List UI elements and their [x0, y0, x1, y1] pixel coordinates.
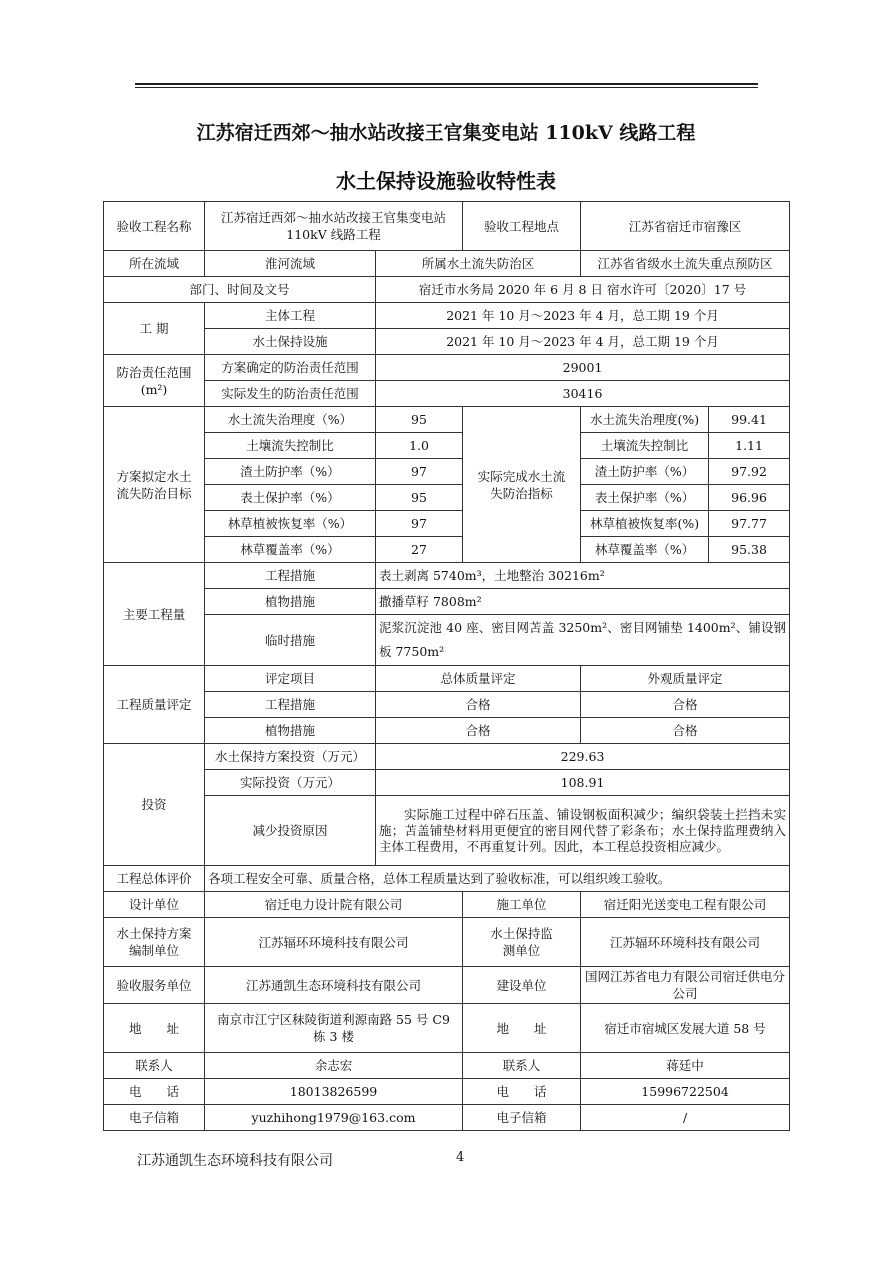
target-label: 林草植被恢复率（%）	[205, 511, 376, 537]
footer-company: 江苏通凯生态环境科技有限公司	[137, 1153, 333, 1169]
table-row	[104, 666, 790, 692]
quality-eng-label: 工程措施	[205, 692, 376, 718]
eng-measure-label: 工程措施	[205, 563, 376, 589]
table-row	[104, 1053, 790, 1079]
doc-title: 江苏宿迁西郊～抽水站改接王官集变电站 110kV 线路工程	[196, 122, 696, 144]
basin-value: 淮河流域	[205, 251, 376, 277]
target-actual-value: 99.41	[709, 407, 790, 433]
scope-unit: (m²)	[140, 381, 168, 397]
invest-reduce-value: 实际施工过程中碎石压盖、铺设钢板面积减少；编织袋装土拦挡未实施；苫盖铺垫材料用更便宜的密目网代替了彩条布；水土保持监理费纳入主体工程费用，不再重复计列。因此，本工程总投资相应减少。	[376, 796, 790, 866]
address-left-value: 南京市江宁区秣陵街道利源南路 55 号 C9 栋 3 楼	[205, 1004, 463, 1053]
target-actual-value: 1.11	[709, 433, 790, 459]
temp-measure-value: 泥浆沉淀池 40 座、密目网苫盖 3250m²、密目网铺垫 1400m²、铺设钢板 7750m²	[376, 615, 790, 666]
service-unit-label: 验收服务单位	[104, 967, 205, 1004]
quality-plant-appearance: 合格	[581, 718, 790, 744]
target-actual-item: 水土流失治理度(%)	[581, 407, 709, 433]
overall-eval-value: 各项工程安全可靠、质量合格，总体工程质量达到了验收标准，可以组织竣工验收。	[205, 866, 790, 892]
approval-label: 部门、时间及文号	[104, 277, 376, 303]
basin-label: 所在流域	[104, 251, 205, 277]
address-left-label: 地 址	[104, 1004, 205, 1053]
table-row	[104, 1004, 790, 1053]
contact-right-value: 蒋廷中	[581, 1053, 790, 1079]
table-row	[104, 381, 790, 407]
page-number: 4	[456, 1150, 465, 1165]
target-actual-value: 97.77	[709, 511, 790, 537]
acceptance-table	[103, 201, 790, 1131]
target-actual-item: 林草覆盖率（%）	[581, 537, 709, 563]
invest-plan-label: 水土保持方案投资（万元）	[205, 744, 376, 770]
plan-unit-label: 水土保持方案编制单位	[104, 918, 205, 967]
table-row	[104, 537, 790, 563]
build-unit-value: 国网江苏省电力有限公司宿迁供电分公司	[581, 967, 790, 1004]
proj-name-label: 验收工程名称	[104, 202, 205, 251]
table-row	[104, 1105, 790, 1131]
quality-label: 工程质量评定	[104, 666, 205, 744]
quantity-label: 主要工程量	[104, 563, 205, 666]
target-plan-value: 27	[376, 537, 463, 563]
invest-reduce-label: 减少投资原因	[205, 796, 376, 866]
target-plan-value: 95	[376, 407, 463, 433]
design-unit-value: 宿迁电力设计院有限公司	[205, 892, 463, 918]
table-row	[104, 692, 790, 718]
temp-measure-label: 临时措施	[205, 615, 376, 666]
swc-facility-label: 水土保持设施	[205, 329, 376, 355]
design-unit-label: 设计单位	[104, 892, 205, 918]
contact-left-value: 余志宏	[205, 1053, 463, 1079]
contact-left-label: 联系人	[104, 1053, 205, 1079]
swc-facility-value: 2021 年 10 月～2023 年 4 月，总工期 19 个月	[376, 329, 790, 355]
target-plan-value: 1.0	[376, 433, 463, 459]
plan-unit-value: 江苏辐环环境科技有限公司	[205, 918, 463, 967]
table-row	[104, 277, 790, 303]
table-row	[104, 744, 790, 770]
email-left-value: yuzhihong1979@163.com	[205, 1105, 463, 1131]
approval-value: 宿迁市水务局 2020 年 6 月 8 日 宿水许可〔2020〕17 号	[376, 277, 790, 303]
service-unit-value: 江苏通凯生态环境科技有限公司	[205, 967, 463, 1004]
phone-right-label: 电 话	[463, 1079, 581, 1105]
phone-left-value: 18013826599	[205, 1079, 463, 1105]
invest-label: 投资	[104, 744, 205, 866]
proj-site-label: 验收工程地点	[463, 202, 581, 251]
quality-eng-appearance: 合格	[581, 692, 790, 718]
target-actual-item: 表土保护率（%）	[581, 485, 709, 511]
table-row	[104, 251, 790, 277]
plant-measure-value: 撒播草籽 7808m²	[376, 589, 790, 615]
eng-measure-value: 表土剥离 5740m³，土地整治 30216m²	[376, 563, 790, 589]
doc-subtitle: 水土保持设施验收特性表	[336, 169, 556, 193]
address-right-value: 宿迁市宿城区发展大道 58 号	[581, 1004, 790, 1053]
address-right-label: 地 址	[463, 1004, 581, 1053]
table-row	[104, 485, 790, 511]
quality-appearance-header: 外观质量评定	[581, 666, 790, 692]
target-label: 土壤流失控制比	[205, 433, 376, 459]
table-row	[104, 202, 790, 251]
table-row	[104, 615, 790, 666]
table-row	[104, 718, 790, 744]
scope-plan-label: 方案确定的防治责任范围	[205, 355, 376, 381]
table-row	[104, 796, 790, 866]
zone-label: 所属水土流失防治区	[376, 251, 581, 277]
target-actual-value: 97.92	[709, 459, 790, 485]
monitor-unit-value: 江苏辐环环境科技有限公司	[581, 918, 790, 967]
table-row	[104, 589, 790, 615]
invest-plan-value: 229.63	[376, 744, 790, 770]
target-label: 林草覆盖率（%）	[205, 537, 376, 563]
scope-plan-value: 29001	[376, 355, 790, 381]
target-actual-item: 林草植被恢复率(%)	[581, 511, 709, 537]
scope-label: 防治责任范围	[116, 364, 192, 380]
header-rule-bottom	[135, 87, 758, 88]
table-row	[104, 866, 790, 892]
target-plan-label: 方案拟定水土流失防治目标	[104, 407, 205, 563]
construct-unit-label: 施工单位	[463, 892, 581, 918]
scope-label-cell	[104, 355, 205, 407]
proj-site-value: 江苏省宿迁市宿豫区	[581, 202, 790, 251]
target-actual-label: 实际完成水土流失防治指标	[463, 407, 581, 563]
build-unit-label: 建设单位	[463, 967, 581, 1004]
construct-unit-value: 宿迁阳光送变电工程有限公司	[581, 892, 790, 918]
target-plan-value: 95	[376, 485, 463, 511]
target-label: 水土流失治理度（%）	[205, 407, 376, 433]
table-row	[104, 967, 790, 1004]
table-row	[104, 433, 790, 459]
scope-actual-label: 实际发生的防治责任范围	[205, 381, 376, 407]
target-actual-item: 土壤流失控制比	[581, 433, 709, 459]
invest-actual-label: 实际投资（万元）	[205, 770, 376, 796]
email-right-label: 电子信箱	[463, 1105, 581, 1131]
contact-right-label: 联系人	[463, 1053, 581, 1079]
table-row	[104, 918, 790, 967]
target-actual-value: 96.96	[709, 485, 790, 511]
period-label: 工 期	[104, 303, 205, 355]
target-label: 表土保护率（%）	[205, 485, 376, 511]
header-rule-top	[135, 83, 758, 85]
table-row	[104, 303, 790, 329]
scope-actual-value: 30416	[376, 381, 790, 407]
target-actual-item: 渣土防护率（%）	[581, 459, 709, 485]
target-actual-value: 95.38	[709, 537, 790, 563]
target-plan-value: 97	[376, 511, 463, 537]
zone-value: 江苏省省级水土流失重点预防区	[581, 251, 790, 277]
overall-eval-label: 工程总体评价	[104, 866, 205, 892]
email-right-value: /	[581, 1105, 790, 1131]
table-row	[104, 892, 790, 918]
quality-plant-label: 植物措施	[205, 718, 376, 744]
table-row	[104, 355, 790, 381]
email-left-label: 电子信箱	[104, 1105, 205, 1131]
main-works-label: 主体工程	[205, 303, 376, 329]
main-works-value: 2021 年 10 月～2023 年 4 月，总工期 19 个月	[376, 303, 790, 329]
table-row	[104, 407, 790, 433]
table-row	[104, 459, 790, 485]
table-row	[104, 1079, 790, 1105]
target-plan-value: 97	[376, 459, 463, 485]
table-row	[104, 770, 790, 796]
plant-measure-label: 植物措施	[205, 589, 376, 615]
monitor-unit-label: 水土保持监测单位	[463, 918, 581, 967]
quality-overall-header: 总体质量评定	[376, 666, 581, 692]
table-row	[104, 511, 790, 537]
table-row	[104, 563, 790, 589]
proj-name-value: 江苏宿迁西郊～抽水站改接王官集变电站 110kV 线路工程	[205, 202, 463, 251]
phone-right-value: 15996722504	[581, 1079, 790, 1105]
target-label: 渣土防护率（%）	[205, 459, 376, 485]
invest-actual-value: 108.91	[376, 770, 790, 796]
table-row	[104, 329, 790, 355]
quality-eng-overall: 合格	[376, 692, 581, 718]
quality-plant-overall: 合格	[376, 718, 581, 744]
phone-left-label: 电 话	[104, 1079, 205, 1105]
quality-item-header: 评定项目	[205, 666, 376, 692]
